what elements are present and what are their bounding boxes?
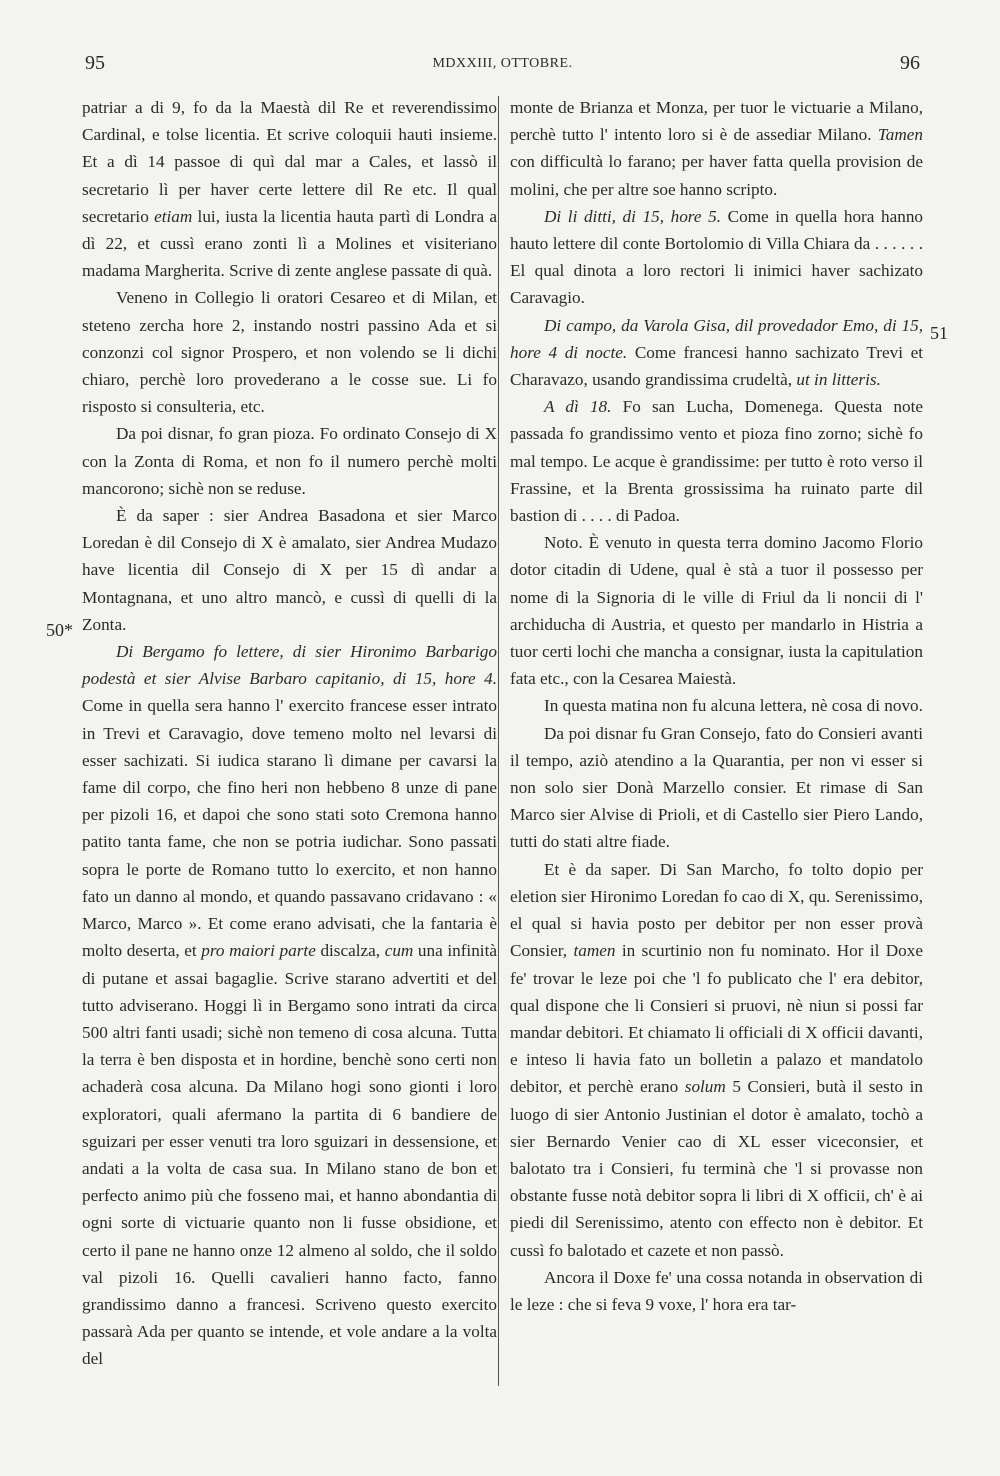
paragraph xyxy=(510,856,923,1264)
italic-text: A dì 18. xyxy=(544,397,612,417)
paragraph xyxy=(510,312,923,394)
paragraph xyxy=(82,638,497,1372)
text-run: Et è da saper. Di San Marcho, fo tolto dopio per eletion sier Hironimo Loredan fo cao di X, qu. Serenissimo, el qual si havia posto per debitor per non esser provà Consier, xyxy=(510,859,923,961)
italic-text: etiam xyxy=(154,206,193,226)
italic-text: Di Bergamo fo lettere, di sier Hironimo Barbarigo podestà et sier Alvise Barbaro capitanio, di 15, hore 4. xyxy=(82,642,497,689)
italic-text: cum xyxy=(384,941,414,961)
italic-text: Tamen xyxy=(877,125,923,145)
paragraph xyxy=(510,1264,923,1318)
paragraph xyxy=(510,692,923,719)
text-run: in scurtinio non fu nominato. Hor il Doxe fe' trovar le leze poi che 'l fo publicato che l' era debitor, qual dispone che li Consieri si pruovi, nè niun si possi far mandar debitori. Et chiamato li officiali di X officii davanti, e inteso li havia fato un bolletin a palazo et mandatolo debitor, et perchè erano xyxy=(510,941,923,1097)
paragraph xyxy=(82,420,497,502)
text-run: Come in quella sera hanno l' exercito francese esser intrato in Trevi et Caravagio, dove temeno molto nel levarsi di esser sachizati. Si iudica starano lì dimane per cavarsi la fame dil corpo, che fino heri non hebbeno 8 unze di pane per pizoli 16, et dapoi che sono stati soto Cremona hanno patito tanta fame, che non se potria iudichar. Sono passati sopra le porte de Romano tutto lo exercito, et non hanno fato un danno al mondo, et quando passavano cridavano : « Marco, Marco ». Et come erano advisati, che la fantaria è molto deserta, et xyxy=(82,696,497,961)
paragraph xyxy=(510,393,923,529)
running-title: MDXXIII, OTTOBRE. xyxy=(432,56,573,71)
italic-text: Di campo, da Varola Gisa, dil provedador Emo, di 15, hore 4 di nocte. xyxy=(510,315,923,362)
text-run: Come francesi hanno sachizato Trevi et Charavazo, usando grandissima crudeltà, xyxy=(510,342,923,390)
text-run: una infinità di putane et assai bagaglie. Scrive starano advertiti et del tutto adviserano. Hoggi lì in Bergamo sono intrati da circa 500 altri fanti usadi; sichè non temeno di cosa alcuna. Tutta la terra è ben disposta et in hordine, benchè sono certi non achaderà cosa alcuna. Da Milano hogi sono gionti i loro exploratori, quali afermano la partita di 6 bandiere de sguizari per esser venuti tra loro sguizari in dessensione, et andati a la volta de casa sua. In Milano stano de bon et perfecto animo più che fosseno mai, et hanno abondantia di ogni sorte di victuarie quanto non li fusse obsidione, et certo il pane ne hanno onze 12 almeno al soldo, che il soldo val pizoli 16. Quelli cavalieri hanno facto, fanno grandissimo danno a francesi. Scriveno questo exercito passarà Ada per quanto se intende, et vole andare a la volta del xyxy=(82,941,497,1369)
paragraph xyxy=(82,284,497,420)
text-run: 5 Consieri, butà il sesto in luogo di sier Antonio Justinian el dotor è amalato, tochò a sier Bernardo Venier cao di XL esser viceconsier, et balotato tra i Consieri, fu terminà che 'l si provasse non obstante fusse notà debitor sopra li libri di X officii, ch' è ai piedi dil Serenissimo, atento con effecto non è debitor. Et cussì fo balotado et cazete et non passò. xyxy=(510,1077,923,1260)
text-run: Veneno in Collegio li oratori Cesareo et di Milan, et steteno zercha hore 2, instando nostri passino Ada et si conzonzi col signor Prospero, et non volendo se li dichi chiaro, perchè loro provederano a le cosse sue. Li fo risposto si consulteria, etc. xyxy=(82,288,497,417)
text-run: monte de Brianza et Monza, per tuor le victuarie a Milano, perchè tutto l' intento loro si è de assediar Milano. xyxy=(510,98,923,145)
text-run: Come in quella hora hanno hauto lettere dil conte Bortolomio di Villa Chiara da . . . . . . El qual dinota a loro rectori li inimici haver sachizato Caravagio. xyxy=(510,206,924,308)
text-run: con difficultà lo farano; per haver fatta quella provision de molini, che per altre soe hanno scripto. xyxy=(510,152,923,199)
italic-text: pro maiori parte xyxy=(201,941,316,961)
paragraph xyxy=(510,529,923,692)
margin-folio-51: 51 xyxy=(930,323,948,343)
text-run: lui, iusta la licentia hauta partì di Londra a dì 22, et cussì erano zonti lì a Molines et visiteriano madama Margherita. Scrive di zente anglese passate di quà. xyxy=(82,206,498,281)
page-number-left: 95 xyxy=(85,52,105,74)
text-run: Ancora il Doxe fe' una cossa notanda in observation di le leze : che si feva 9 voxe, l' hora era tar- xyxy=(510,1267,923,1314)
paragraph xyxy=(510,720,923,856)
italic-text: tamen xyxy=(573,941,616,961)
text-run: Da poi disnar fu Gran Consejo, fato do Consieri avanti il tempo, aziò atendino a la Quarantia, per non vi esser si non solo sier Donà Marzello consier. Et rimase di San Marco sier Alvise di Prioli, et di Castello sier Piero Lando, tutti do stati altre fiade. xyxy=(510,723,923,852)
text-run: Fo san Lucha, Domenega. Questa note passada fo grandissimo vento et pioza fino zorno; sichè fo mal tempo. Le acque è grandissime: per tutto è roto verso il Frassine, et la Brenta grossissima ha ruinato parte dil bastion di . . . . di Padoa. xyxy=(510,397,923,526)
column-divider xyxy=(498,96,499,1386)
page-number-right: 96 xyxy=(900,52,920,74)
text-run: Noto. È venuto in questa terra domino Jacomo Florio dotor citadin di Udene, qual è stà a tuor il possesso per nome di la Signoria di le ville di Friul da li noncii di l' archiducha di Austria, et questo per mandarlo in Histria a tuor certi lochi che mancha a consignar, iusta la capitulation fata etc., con la Cesarea Maiestà. xyxy=(510,533,923,689)
paragraph xyxy=(82,502,497,638)
left-column xyxy=(82,94,497,1373)
text-run: patriar a di 9, fo da la Maestà dil Re et reverendissimo Cardinal, e tolse licentia. Et scrive coloquii hauti insieme. Et a dì 14 passoe di quì dal mar a Cales, et lassò il secretario lì per haver certe lettere dil Re etc. Il qual secretario xyxy=(82,98,497,226)
text-run: È da saper : sier Andrea Basadona et sier Marco Loredan è dil Consejo di X è amalato, sier Andrea Mudazo have licentia dil Consejo di X per 15 dì andar a Montagnana, et uno altro mancò, e cussì di quelli di la Zonta. xyxy=(82,506,497,634)
text-run: In questa matina non fu alcuna lettera, nè cosa di novo. xyxy=(544,696,923,716)
italic-text: Di li ditti, di 15, hore 5. xyxy=(544,206,721,226)
running-header xyxy=(85,52,920,82)
margin-folio-50: 50* xyxy=(46,620,73,640)
text-run: discalza, xyxy=(315,941,385,961)
text-run: Da poi disnar, fo gran pioza. Fo ordinato Consejo di X con la Zonta di Roma, et non fo il numero perchè molti mancorono; sichè non se reduse. xyxy=(82,424,497,498)
italic-text: solum xyxy=(684,1077,726,1097)
right-column xyxy=(510,94,923,1318)
paragraph xyxy=(510,203,923,312)
paragraph xyxy=(510,94,923,203)
paragraph xyxy=(82,94,497,284)
italic-text: ut in litteris. xyxy=(796,370,881,390)
